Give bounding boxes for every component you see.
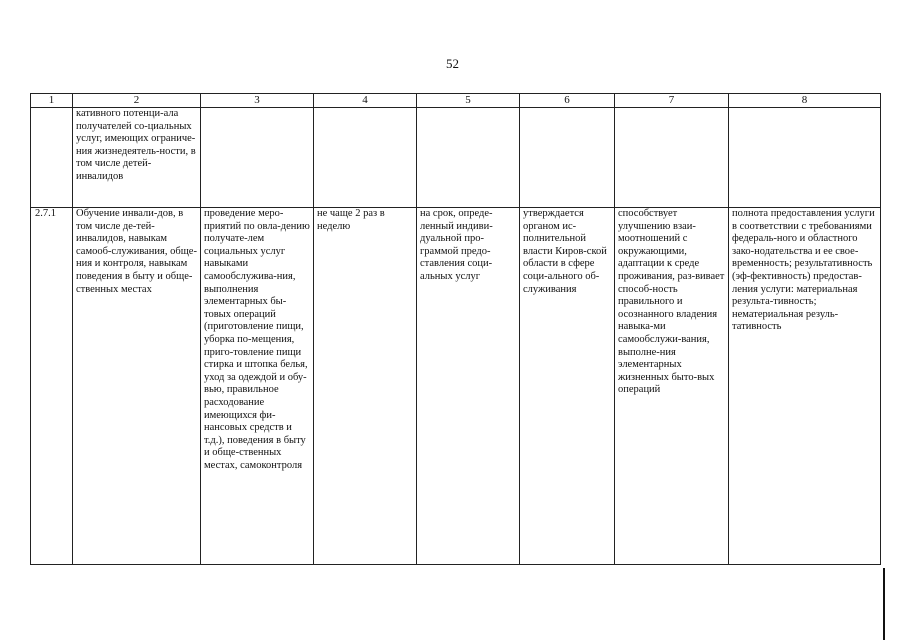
services-table — [30, 93, 881, 565]
frequency-cell: не чаще 2 раз в неделю — [314, 208, 417, 565]
tariff-cell: утверждается органом ис-полнительной власти Киров-ской области в сфере соци-ального об-служивания — [520, 208, 615, 565]
quality-indicators-cell: полнота предоставления услуги в соответствии с требованиями федераль-ного и областного зако-нодательства и ее свое-временность; результативность (эф-фективность) предостав-ления услуги: материальная результа-тивность; нематериальная резуль-тативность — [729, 208, 881, 565]
page-number: 52 — [446, 56, 459, 71]
header-cell: 7 — [615, 94, 729, 108]
empty-cell — [729, 108, 881, 208]
row-number-cell: 2.7.1 — [31, 208, 73, 565]
header-cell: 2 — [73, 94, 201, 108]
duration-cell: на срок, опреде-ленный индиви-дуальной про-граммой предо-ставления соци-альных услуг — [417, 208, 520, 565]
row-number-cell — [31, 108, 73, 208]
empty-cell — [615, 108, 729, 208]
header-cell: 1 — [31, 94, 73, 108]
empty-cell — [314, 108, 417, 208]
conditions-cell: способствует улучшению взаи-моотношений с окружающими, адаптации к среде проживания, раз-вивает способ-ность правильного и осознанного владения навыка-ми самообслужи-вания, выполне-ния элементарных жизненных быто-вых операций — [615, 208, 729, 565]
continuation-row — [31, 108, 881, 208]
empty-cell — [520, 108, 615, 208]
header-row — [31, 94, 881, 108]
empty-cell — [201, 108, 314, 208]
table-row — [31, 208, 881, 565]
scan-edge-line — [883, 568, 885, 640]
empty-cell — [417, 108, 520, 208]
service-description-cell: проведение меро-приятий по овла-дению получате-лем социальных услуг навыками самообслужива-ния, выполнения элементарных бы-товых операций (приготовление пищи, уборка по-мещения, приго-товление пищи стирка и штопка белья, уход за одеждой и обу-вью, правильное расходование имеющихся фи-нансовых средств и т.д.), поведения в быту и обще-ственных местах, самоконтроля — [201, 208, 314, 565]
service-name-cell: кативного потенци-ала получателей со-циальных услуг, имеющих ограниче-ния жизнедеятель-ности, в том числе детей-инвалидов — [73, 108, 201, 208]
service-name-cell: Обучение инвали-дов, в том числе де-тей-инвалидов, навыкам самооб-служивания, обще-ния и контроля, навыкам поведения в быту и обще-ственных местах — [73, 208, 201, 565]
header-cell: 4 — [314, 94, 417, 108]
header-cell: 8 — [729, 94, 881, 108]
header-cell: 5 — [417, 94, 520, 108]
header-cell: 6 — [520, 94, 615, 108]
header-cell: 3 — [201, 94, 314, 108]
